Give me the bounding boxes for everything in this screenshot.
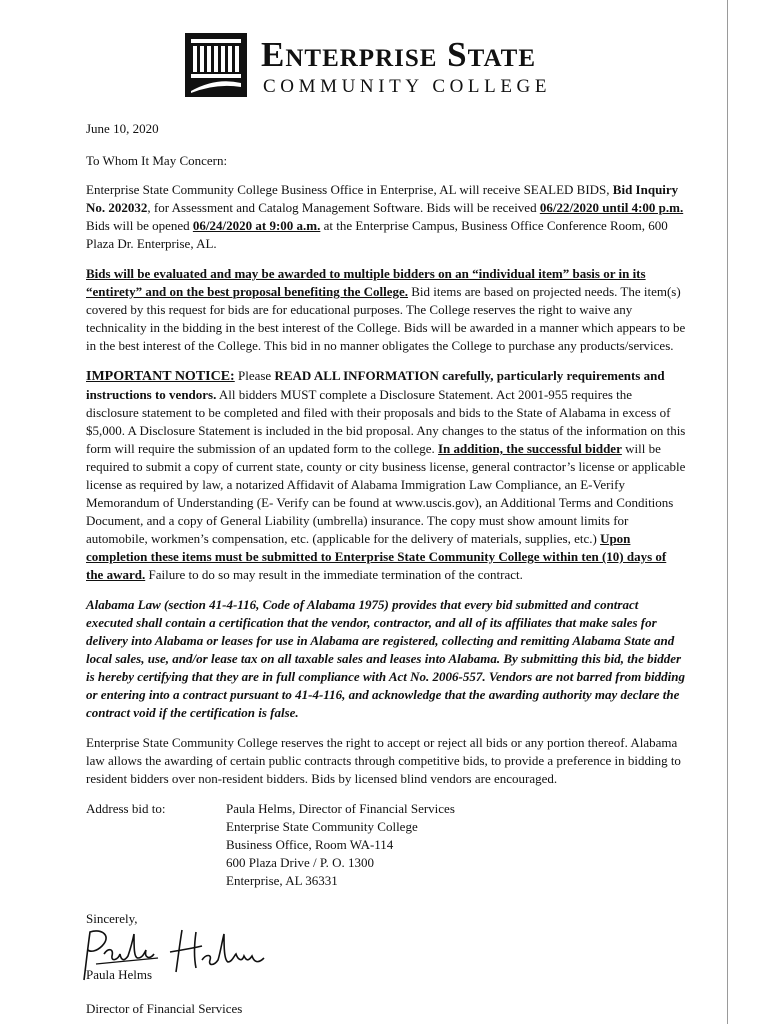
letter-body <box>86 120 686 1018</box>
signer-name: Paula Helms <box>86 967 153 982</box>
signature <box>86 924 326 984</box>
address-line: Paula Helms, Director of Financial Services <box>226 801 455 816</box>
address-line: Enterprise, AL 36331 <box>226 873 338 888</box>
address-line: Enterprise State Community College <box>226 819 418 834</box>
bid-opening-date: 06/24/2020 at 9:00 a.m. <box>192 218 321 233</box>
important-notice-heading: IMPORTANT NOTICE: <box>86 369 235 384</box>
letterhead <box>185 33 595 103</box>
alabama-law-paragraph: Alabama Law (section 41-4-116, Code of Alabama 1975) provides that every bid submitted and contract executed shall contain a certification that the vendor, contractor, and all of its affiliates that make sales for delivery into Alabama or leases for use in Alabama are registered, collecting and remitting Alabama State and local sales, use, and/or lease tax on all taxable sales and leases into Alabama. By submitting this bid, the bidder is hereby certifying that they are in full compliance with Act No. 2006-557. Vendors are not barred from bidding or entering into a contract pursuant to 41-4-116, and acknowledge that the awarding authority may declare the contract void if the certification is false. <box>86 597 685 720</box>
evaluation-paragraph: Bids will be evaluated and may be awarded to multiple bidders on an “individual item” basis or in its “entirety” and on the best proposal benefiting the College. Bid items are based on projected needs. The item(s) covered by this request for bids are for educational purposes. The College reserves the right to waive any technicality in the bidding in the best interest of the College. Bids will be awarded in a manner which appears to be in the best interest of the College. This bid in no manner obligates the College to purchase any products/services. <box>86 266 686 353</box>
college-building-icon <box>185 33 247 97</box>
evaluation-statement: Bids will be evaluated and may be awarded to multiple bidders on an “individual item” basis or in its “entirety” and on the best proposal benefiting the College. <box>86 266 646 299</box>
salutation: To Whom It May Concern: <box>86 153 228 168</box>
address-label: Address bid to: <box>86 801 166 816</box>
bid-inquiry-number: Bid Inquiry No. 202032 <box>86 182 679 215</box>
college-name: Enterprise State <box>261 35 537 74</box>
signature-graphic <box>78 924 278 984</box>
address-line: Business Office, Room WA-114 <box>226 837 394 852</box>
submission-deadline-notice: Upon completion these items must be submitted to Enterprise State Community College within ten (10) days of the award. <box>86 531 667 582</box>
address-line: 600 Plaza Drive / P. O. 1300 <box>226 855 375 870</box>
address-block <box>86 800 686 890</box>
scan-edge-line <box>727 0 728 1024</box>
important-notice-paragraph: IMPORTANT NOTICE: Please READ ALL INFORMATION carefully, particularly requirements and instructions to vendors. All bidders MUST complete a Disclosure Statement. Act 2001-955 requires the disclosure statement to be completed and filed with their proposals and bids to the State of Alabama in excess of $5,000. A Disclosure Statement is included in the bid proposal. Any changes to the status of the information on this form will require the submission of an updated form to the college. In addition, the successful bidder will be required to submit a copy of current state, county or city business license, general contractor’s license or applicable license as required by law, a notarized Affidavit of Alabama Immigration Law Compliance, an E-Verify Memorandum of Understanding (E- Verify can be found at www.uscis.gov), an Additional Terms and Conditions Document, and a copy of General Liability (umbrella) insurance. The copy must show amount limits for automobile, workmen’s compensation, etc. (applicable for the delivery of materials, supplies, etc.) Upon completion these items must be submitted to Enterprise State Community College within ten (10) days of the award. Failure to do so may result in the immediate termination of the contract. <box>86 368 686 582</box>
reservation-paragraph: Enterprise State Community College reserves the right to accept or reject all bids or any portion thereof. Alabama law allows the awarding of certain public contracts through competitive bids, to provide a preference in bidding to resident bidders over non-resident bidders. Bids by licensed blind vendors are encouraged. <box>86 735 681 786</box>
signer-title: Director of Financial Services <box>86 1001 243 1016</box>
closing: Sincerely, <box>86 911 138 926</box>
college-subtitle: COMMUNITY COLLEGE <box>263 76 552 97</box>
address-lines <box>226 800 455 890</box>
bid-deadline: 06/22/2020 until 4:00 p.m. <box>539 200 684 215</box>
letter-date: June 10, 2020 <box>86 121 159 136</box>
bid-announcement-paragraph: Enterprise State Community College Business Office in Enterprise, AL will receive SEALED BIDS, Bid Inquiry No. 202032, for Assessment and Catalog Management Software. Bids will be received 06/22/2020 until 4:00 p.m. Bids will be opened 06/24/2020 at 9:00 a.m. at the Enterprise Campus, Business Office Conference Room, 600 Plaza Dr. Enterprise, AL. <box>86 182 684 251</box>
